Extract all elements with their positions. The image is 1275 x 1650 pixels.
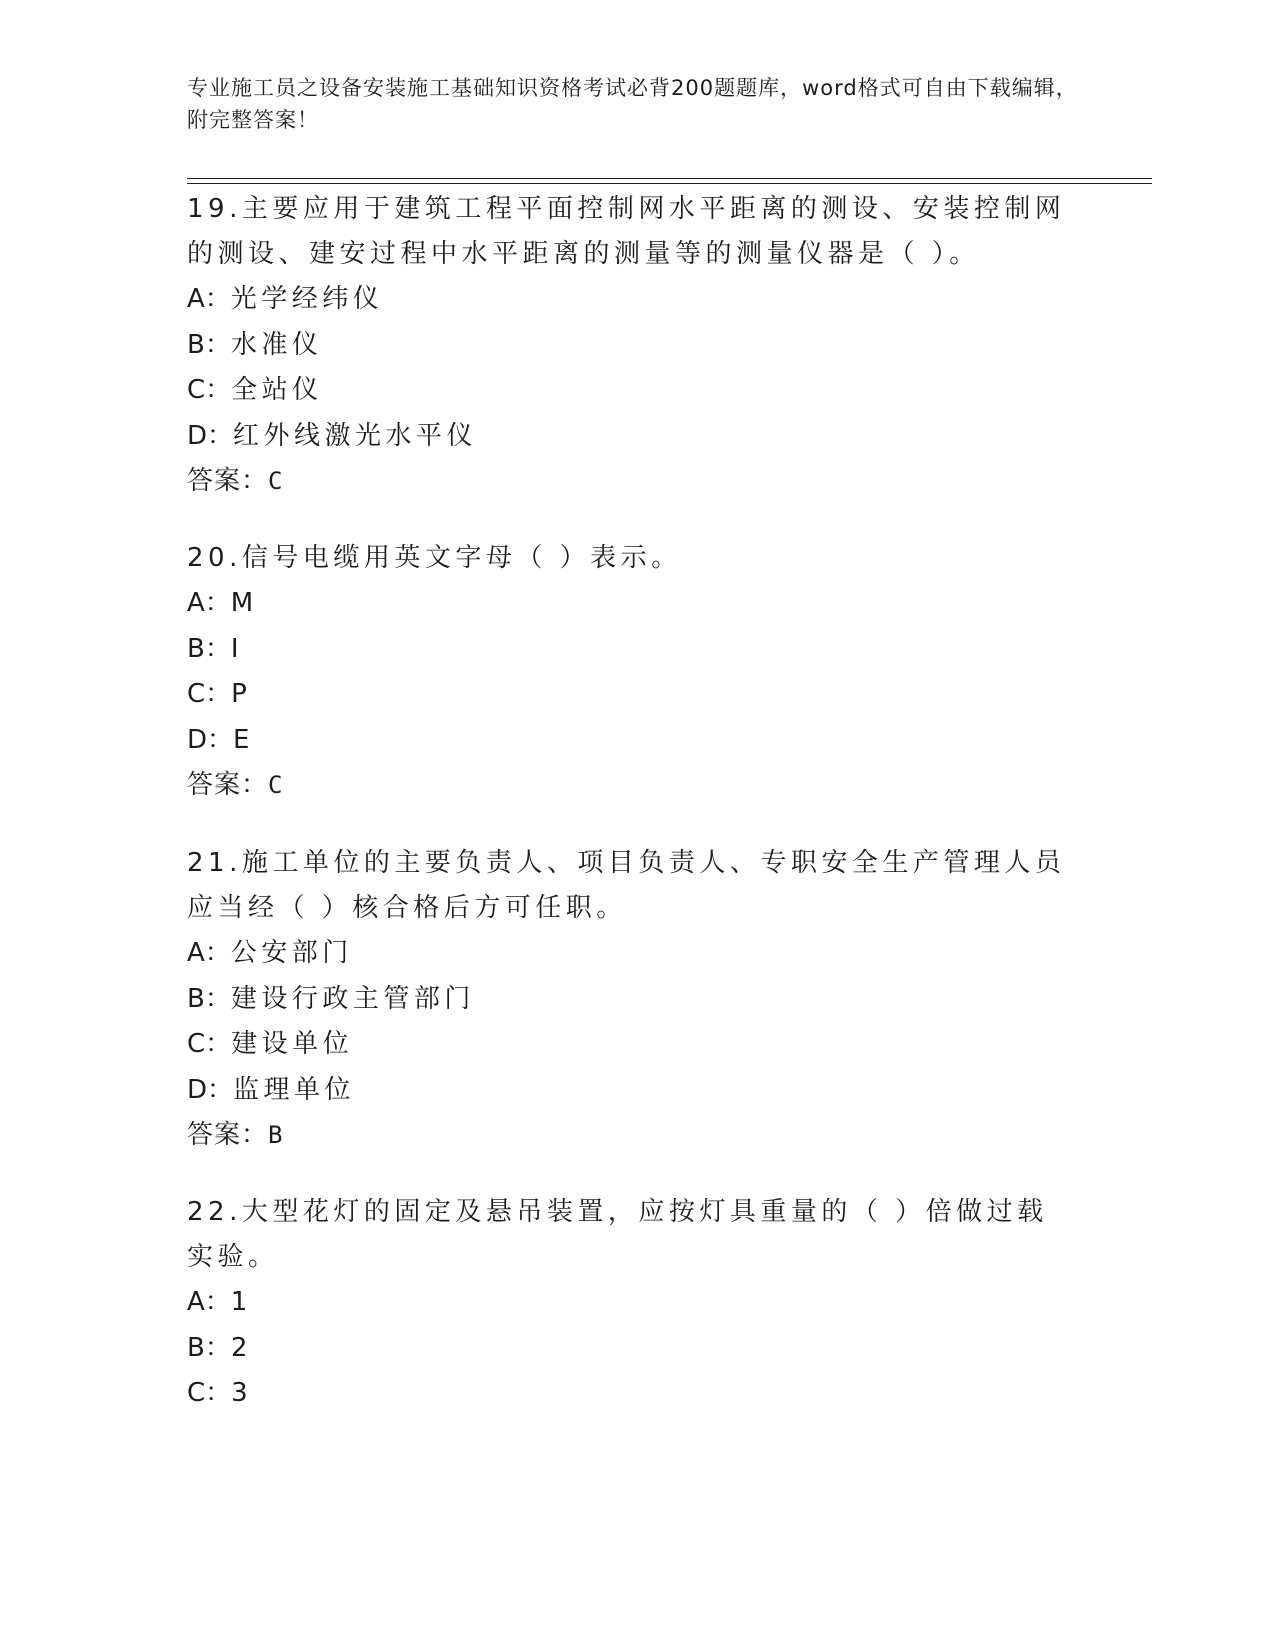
option-d [187,414,1067,460]
question-number: 21. [187,848,242,878]
answer-label: 答案： [187,466,269,496]
option-key: D： [187,724,234,755]
option-key: A： [187,1287,231,1317]
answer-value: B [268,1121,284,1149]
option-key: A： [187,284,231,314]
option-b [187,977,1067,1023]
question-stem [187,1190,1067,1280]
answer-label: 答案： [187,1120,269,1150]
question-stem [187,187,1067,277]
option-a [187,1280,1067,1326]
option-a [187,931,1067,977]
question-stem [187,841,1067,931]
option-text: 公安部门 [230,938,353,968]
option-a [187,581,1067,627]
answer-line [187,763,1067,808]
option-text: 光学经纬仪 [230,284,384,314]
option-c [187,672,1067,718]
question-22 [187,1190,1067,1417]
option-key: B： [187,983,231,1014]
question-text: 信号电缆用英文字母（ ）表示。 [241,543,682,573]
option-key: C： [187,1378,232,1408]
header-rule-bottom [187,183,1152,184]
option-text: 水准仪 [230,329,323,360]
option-key: B： [187,1332,231,1363]
question-text: 大型花灯的固定及悬吊装置，应按灯具重量的（ ）倍做过载实验。 [187,1197,1048,1272]
option-key: C： [187,679,232,709]
option-key: C： [187,1029,232,1059]
answer-label: 答案： [187,770,269,800]
option-text: 1 [230,1287,252,1317]
question-number: 19. [187,194,242,224]
option-key: D： [187,420,234,451]
option-text: E [233,724,254,755]
answer-line [187,459,1067,504]
answer-value: C [268,467,284,495]
answer-value: C [268,771,284,799]
option-key: A： [187,938,231,968]
option-b [187,1326,1067,1372]
question-number: 22. [187,1197,242,1227]
question-21 [187,841,1067,1158]
option-c [187,1371,1067,1417]
option-key: A： [187,588,231,618]
option-text: 2 [230,1332,252,1363]
option-text: 建设行政主管部门 [230,983,475,1014]
option-c [187,1022,1067,1068]
option-text: I [230,633,244,664]
option-b [187,323,1067,369]
option-c [187,368,1067,414]
answer-line [187,1113,1067,1158]
question-number: 20. [187,543,242,573]
question-20 [187,536,1067,808]
option-key: B： [187,329,231,360]
option-d [187,1068,1067,1114]
option-a [187,277,1067,323]
option-text: M [230,588,258,618]
header-rule-top [187,178,1152,179]
option-text: 3 [231,1378,253,1408]
document-header: 专业施工员之设备安装施工基础知识资格考试必背200题题库，word格式可自由下载编辑，附完整答案！ [187,76,1078,132]
option-key: C： [187,375,232,405]
option-text: 红外线激光水平仪 [233,420,478,451]
option-text: 建设单位 [231,1029,354,1059]
question-text: 主要应用于建筑工程平面控制网水平距离的测设、安装控制网的测设、建安过程中水平距离的测量等的测量仪器是（ ）。 [187,194,1066,269]
option-d [187,718,1067,764]
option-b [187,627,1067,673]
option-key: B： [187,633,231,664]
option-key: D： [187,1074,234,1105]
option-text: 全站仪 [231,375,323,405]
option-text: 监理单位 [233,1074,356,1105]
question-19 [187,187,1067,504]
question-stem [187,536,1067,581]
question-text: 施工单位的主要负责人、项目负责人、专职安全生产管理人员应当经（ ）核合格后方可任职。 [187,848,1066,923]
option-text: P [231,679,252,709]
